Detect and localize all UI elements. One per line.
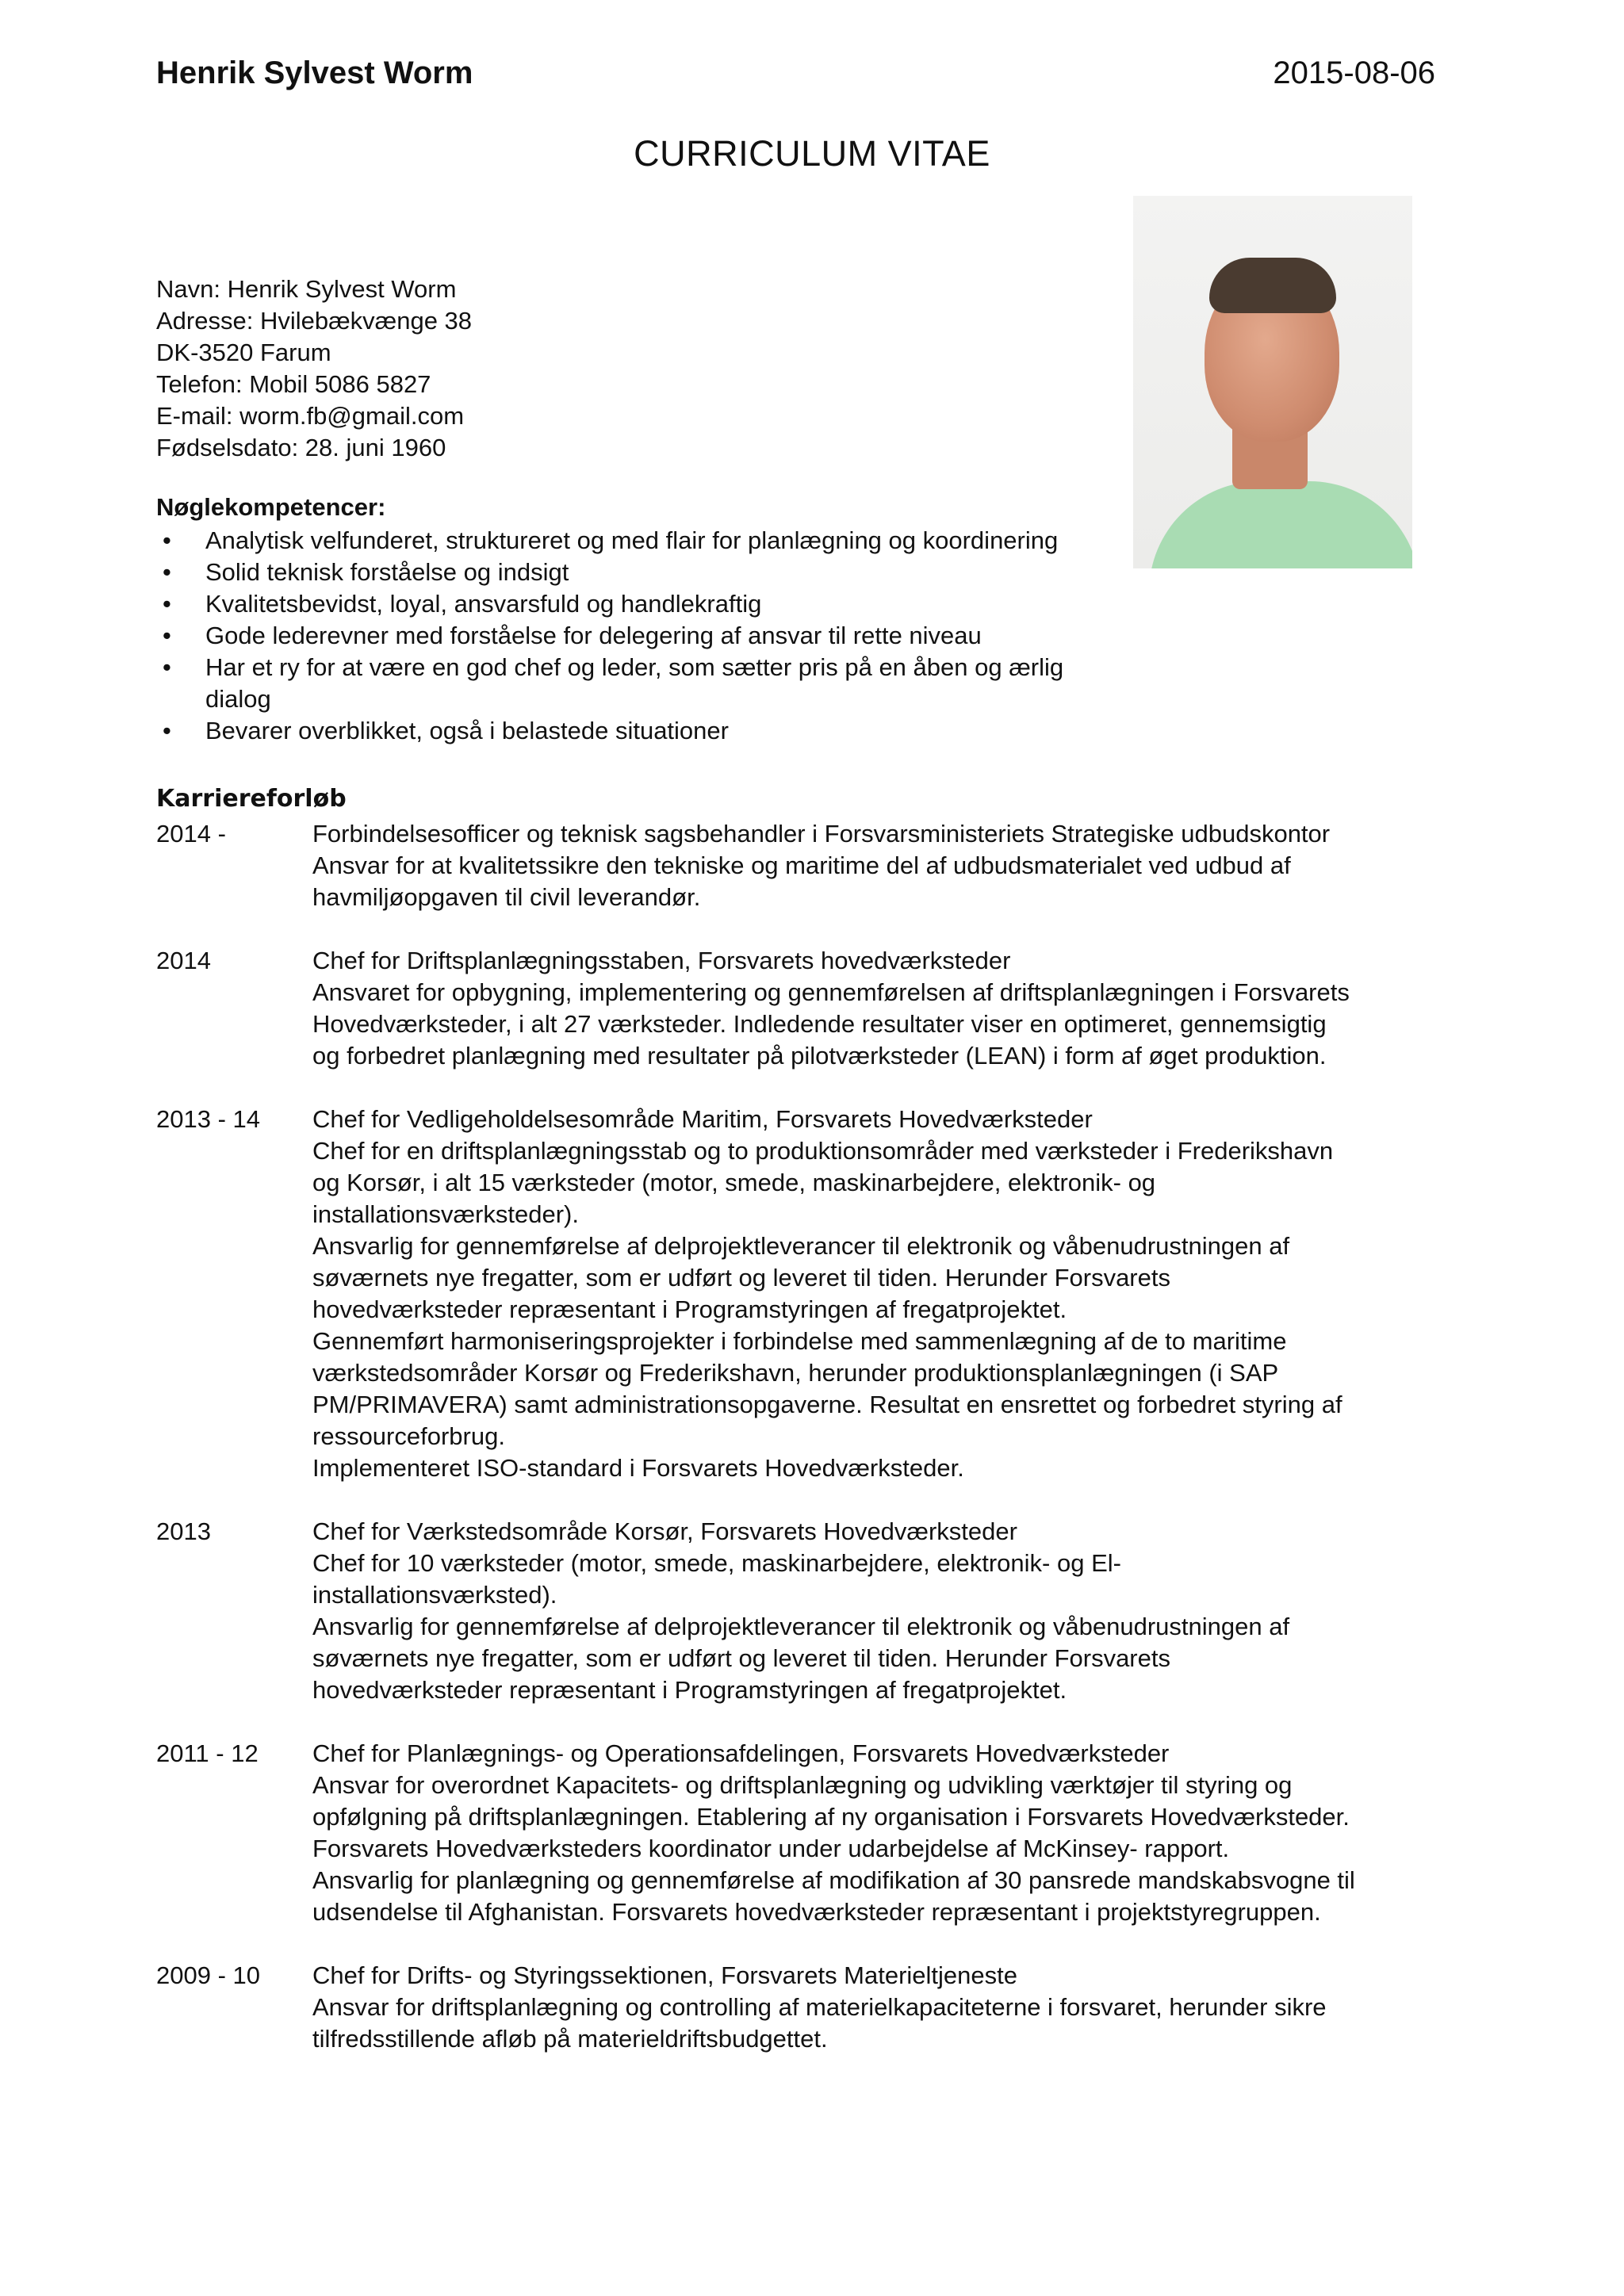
document-title: CURRICULUM VITAE	[634, 133, 990, 174]
career-years: 2014	[156, 947, 211, 974]
list-item: • Solid teknisk forståelse og indsigt	[156, 557, 1092, 588]
career-description: Chef for Driftsplanlægningsstaben, Forsvarets hovedværksteder Ansvaret for opbygning, implementering og gennemførelsen af driftsplanlægningen i Forsvarets Hovedværksteder, i alt 27 værksteder. Indledende resultater viser en optimeret, gennemsigtig og forbedret planlægning med resultater på pilotværksteder (LEAN) i form af øget produktion.	[312, 947, 1350, 1070]
bullet-icon: •	[163, 526, 171, 554]
career-years: 2009 - 10	[156, 1961, 260, 1989]
career-years: 2013	[156, 1517, 211, 1545]
competences-heading: Nøglekompetencer:	[156, 493, 386, 521]
career-list	[156, 818, 1473, 2087]
career-description: Chef for Vedligeholdelsesområde Maritim, Forsvarets Hovedværksteder Chef for en driftsplanlægningsstab og to produktionsområder med værksteder i Frederikshavn og Korsør, i alt 15 værksteder (motor, smede, maskinarbejdere, elektronik- og installationsværksteder). Ansvarlig for gennemførelse af delprojektleverancer til elektronik og våbenudrustningen af søværnets nye fregatter, som er udført og leveret til tiden. Herunder Forsvarets hovedværksteder repræsentant i Programstyringen af fregatprojektet. Gennemført harmoniseringsprojekter i forbindelse med sammenlægning af de to maritime værkstedsområder Korsør og Frederikshavn, herunder produktionsplanlægningen (i SAP PM/PRIMAVERA) samt administrationsopgaverne. Resultat en ensrettet og forbedret styring af ressourceforbrug. Implementeret ISO-standard i Forsvarets Hovedværksteder.	[312, 1105, 1342, 1482]
header-name: Henrik Sylvest Worm	[156, 55, 473, 90]
list-item: • Gode lederevner med forståelse for delegering af ansvar til rette niveau	[156, 620, 1092, 652]
bullet-icon: •	[163, 653, 171, 681]
bullet-icon: •	[163, 590, 171, 618]
career-entry	[156, 945, 1473, 1072]
bullet-icon: •	[163, 622, 171, 649]
career-description: Chef for Drifts- og Styringssektionen, Forsvarets Materieltjeneste Ansvar for driftsplanlægning og controlling af materielkapaciteterne i forsvaret, herunder sikre tilfredsstillende afløb på materieldriftsbudgettet.	[312, 1961, 1327, 2053]
contact-address: Adresse: Hvilebækvænge 38	[156, 307, 473, 335]
list-item: • Bevarer overblikket, også i belastede situationer	[156, 715, 1092, 747]
career-years: 2011 - 12	[156, 1739, 259, 1767]
career-years: 2014 -	[156, 820, 226, 848]
profile-photo	[1133, 196, 1412, 568]
career-entry	[156, 1960, 1473, 2055]
competences-list	[156, 525, 1092, 747]
list-item: • Kvalitetsbevidst, loyal, ansvarsfuld og handlekraftig	[156, 588, 1092, 620]
career-heading: Karriereforløb	[156, 785, 347, 813]
contact-city: DK-3520 Farum	[156, 339, 331, 366]
career-entry	[156, 1738, 1473, 1928]
bullet-icon: •	[163, 717, 171, 744]
career-entry	[156, 1516, 1473, 1706]
list-item: • Har et ry for at være en god chef og leder, som sætter pris på en åben og ærlig dialog	[163, 653, 1064, 713]
list-item: • Analytisk velfunderet, struktureret og med flair for planlægning og koordinering	[156, 525, 1092, 557]
contact-name: Navn: Henrik Sylvest Worm	[156, 275, 457, 303]
bullet-icon: •	[163, 558, 171, 586]
career-description: Chef for Værkstedsområde Korsør, Forsvarets Hovedværksteder Chef for 10 værksteder (motor, smede, maskinarbejdere, elektronik- og El- installationsværksted). Ansvarlig for gennemførelse af delprojektleverancer til elektronik og våbenudrustningen af søværnets nye fregatter, som er udført og leveret til tiden. Herunder Forsvarets hovedværksteder repræsentant i Programstyringen af fregatprojektet.	[312, 1517, 1290, 1704]
photo-hair	[1209, 258, 1336, 313]
photo-shirt	[1149, 481, 1412, 568]
header-date: 2015-08-06	[1273, 55, 1435, 90]
contact-birthdate: Fødselsdato: 28. juni 1960	[156, 434, 446, 461]
career-entry	[156, 818, 1473, 913]
career-entry	[156, 1104, 1473, 1484]
contact-info	[156, 274, 472, 464]
career-description: Forbindelsesofficer og teknisk sagsbehandler i Forsvarsministeriets Strategiske udbudskontor Ansvar for at kvalitetssikre den tekniske og maritime del af udbudsmaterialet ved udbud af havmiljøopgaven til civil leverandør.	[312, 820, 1331, 911]
career-description: Chef for Planlægnings- og Operationsafdelingen, Forsvarets Hovedværksteder Ansvar for overordnet Kapacitets- og driftsplanlægning og udvikling værktøjer til styring og opfølgning på driftsplanlægningen. Etablering af ny organisation i Forsvarets Hovedværksteder. Forsvarets Hovedværksteders koordinator under udarbejdelse af McKinsey- rapport. Ansvarlig for planlægning og gennemførelse af modifikation af 30 pansrede mandskabsvogne til udsendelse til Afghanistan. Forsvarets hovedværksteder repræsentant i projektstyregruppen.	[312, 1739, 1355, 1926]
contact-phone: Telefon: Mobil 5086 5827	[156, 370, 431, 398]
career-years: 2013 - 14	[156, 1105, 260, 1133]
contact-email: E-mail: worm.fb@gmail.com	[156, 402, 465, 430]
